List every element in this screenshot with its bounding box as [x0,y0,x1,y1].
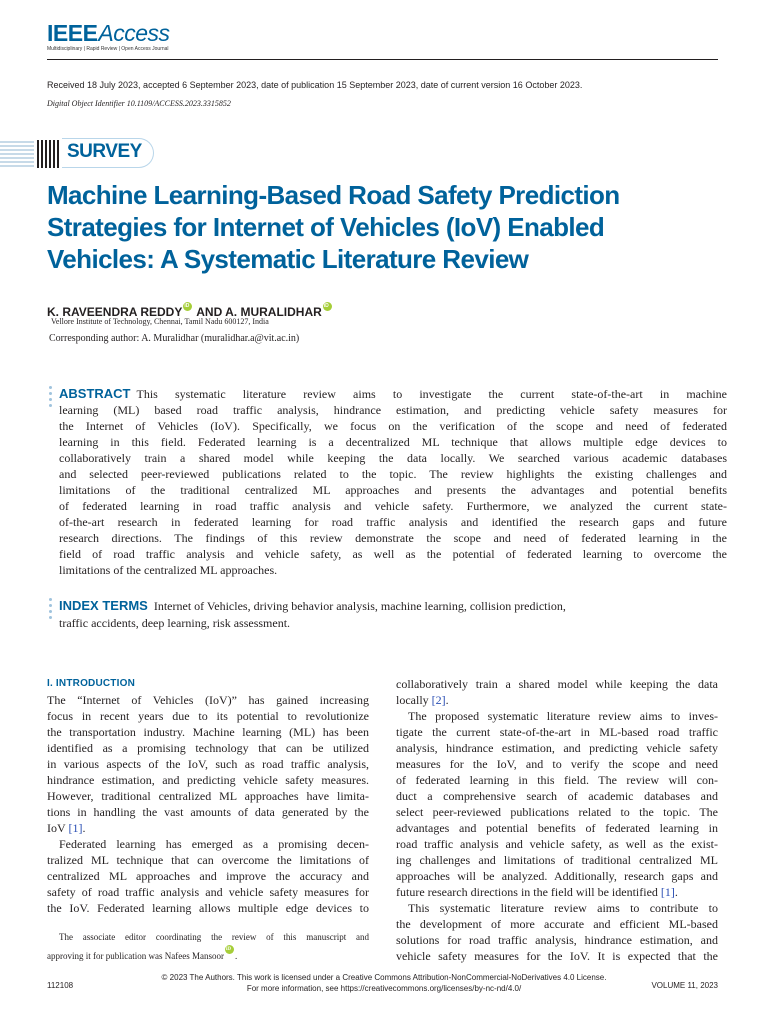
abstract-line: and selected peer-reviewed publications related to the topic. The review highlights the existing challenges and [59,467,727,481]
body-line: collaboratively train a shared model while keeping the data [396,677,718,691]
body-line: solutions for road traffic analysis, hindrance estimation, and [396,933,718,947]
body-line: the transportation industry. Machine learning (ML) has been [47,725,369,739]
journal-logo [47,20,170,47]
body-line: in various aspects of the IoV, such as road traffic analysis, [47,757,369,771]
orcid-icon[interactable] [323,302,332,311]
body-line: This systematic literature review aims to contribute to [408,901,718,915]
volume-label: VOLUME 11, 2023 [651,981,718,990]
body-line: centralized ML approaches and improve the accuracy and [47,869,369,883]
abstract-line: collaboratively train a shared model while keeping the data locally. We searched various academic databases [59,451,727,465]
abstract-line: limitations of the centralized ML approaches. [59,563,278,577]
body-line: ing challenges and limitations of traditional centralized ML [396,853,718,867]
orcid-icon[interactable] [183,302,192,311]
right-column [396,676,718,964]
body-text: future research directions in the field will be identified [396,885,658,899]
title-line: Strategies for Internet of Vehicles (IoV) Enabled [47,212,605,242]
doi-line: Digital Object Identifier 10.1109/ACCESS.2023.3315852 [47,99,231,108]
abstract-line: the Internet of Vehicles (IoV). Specifically, we focus on the verification of the scope and need of federated [59,419,727,433]
body-line: Federated learning has emerged as a promising decen- [59,837,369,851]
index-terms-heading: INDEX TERMS [59,598,148,613]
footnote-text: . [234,951,238,961]
body-line: tralized ML technique that can overcome the limitations of [47,853,369,867]
body-line: The “Internet of Vehicles (IoV)” has gained increasing [47,693,369,707]
body-line: tigate the current state-of-the-art in ML-based road traffic [396,725,718,739]
body-line: focus in recent years due to its potential to revolutionize [47,709,369,723]
title-line: Vehicles: A Systematic Literature Review [47,244,529,274]
body-line: approaches will be analyzed. Additionally, research gaps and [396,869,718,883]
citation-link[interactable]: [1] [68,821,83,835]
abstract-line: limitations of the traditional centralized ML approaches and presents the advantages and potential benefits [59,483,727,497]
body-line: However, traditional centralized ML approaches have limita- [47,789,369,803]
abstract-line: of-the-art research in federated learning for road traffic analysis and identified the research gaps and future [59,515,727,529]
citation-link[interactable]: [2] [431,693,446,707]
body-line [47,820,369,836]
badge-stripes-graphic [0,136,64,172]
section-marker-icon [49,386,53,410]
publication-history: Received 18 July 2023, accepted 6 September 2023, date of publication 15 September 2023, date of current version 16 October 2023. [47,80,583,90]
logo-ieee-text: IEEE [47,20,98,46]
index-terms-line: Internet of Vehicles, driving behavior analysis, machine learning, collision prediction, [153,599,566,613]
license-line: © 2023 The Authors. This work is licensed under a Creative Commons Attribution-NonCommercial-NoDerivatives 4.0 License. [161,973,607,982]
index-terms [59,597,727,632]
header-divider [47,59,718,60]
title-line: Machine Learning-Based Road Safety Prediction [47,180,620,210]
abstract-line: of federated learning in road traffic analysis and vehicle safety. Furthermore, we analyzed the current state- [59,499,727,513]
body-line: The proposed systematic literature review aims to inves- [408,709,718,723]
body-line [396,884,718,900]
orcid-icon[interactable] [225,945,234,954]
body-text: . [445,693,449,707]
abstract-line: field of road traffic analysis and vehicle safety, as well as the potential of federated learning to overcome the [59,547,727,561]
editor-footnote [47,929,369,964]
body-line: identified as a promising technology that can be utilized [47,741,369,755]
section-heading: I. INTRODUCTION [47,678,135,689]
abstract-line: research directions. The findings of this review demonstrate the scope and need of federated learning in the [59,531,727,545]
body-text: locally [396,693,429,707]
body-line: tions in handling the vast amounts of data generated by the [47,805,369,819]
body-line [396,692,718,708]
abstract-line: learning (ML) based road traffic analysis, hindrance estimation, and predicting vehicle safety measures for [59,403,727,417]
footnote-line [47,945,369,964]
license-link[interactable]: For more information, see https://creativecommons.org/licenses/by-nc-nd/4.0/ [246,984,522,993]
body-line: advantages and potential benefits of federated learning in [396,821,718,835]
index-terms-line: traffic accidents, deep learning, risk assessment. [59,616,291,630]
body-line: road traffic analysis and vehicle safety, as well as the exist- [396,837,718,851]
body-line: duct a comprehensive search of academic databases and [396,789,718,803]
journal-tagline: Multidisciplinary | Rapid Review | Open Access Journal [47,46,169,52]
citation-link[interactable]: [1] [660,885,675,899]
section-marker-icon [49,598,53,622]
body-text: . [674,885,678,899]
abstract-line: learning in this field. Federated learning is a decentralized ML technique that allows multiple edge devices to [59,435,727,449]
body-line: of federated learning in this field. The review will con- [396,773,718,787]
body-line: vehicle safety measures for the IoV. It is expected that the [396,949,718,963]
author-name: K. RAVEENDRA REDDY [47,305,183,319]
affiliation: Vellore Institute of Technology, Chennai, Tamil Nadu 600127, India [51,317,269,326]
abstract [59,386,727,578]
article-title [47,179,727,275]
left-column [47,676,369,916]
body-line: hindrance estimation, and predicting vehicle safety measures. [47,773,369,787]
corresponding-author: Corresponding author: A. Muralidhar (muralidhar.a@vit.ac.in) [49,333,300,344]
body-text: IoV [47,821,66,835]
body-line: the IoV. Federated learning allows multiple edge devices to [47,901,369,915]
abstract-heading: ABSTRACT [59,386,131,401]
body-line: the development of more accurate and efficient ML-based [396,917,718,931]
body-line: select peer-reviewed publications related to the topic. The [396,805,718,819]
footnote-line: The associate editor coordinating the review of this manuscript and [59,932,369,942]
abstract-line: This systematic literature review aims to investigate the current state-of-the-art in machine [136,387,727,401]
body-text: . [82,821,86,835]
article-type-label: SURVEY [67,141,142,162]
body-line: analysis, hindrance estimation, and predicting vehicle safety [396,741,718,755]
author-name: AND A. MURALIDHAR [193,305,322,319]
page-number: 112108 [47,981,74,990]
body-line: measures for the IoV, and to verify the scope and need [396,757,718,771]
logo-access-text: Access [98,20,170,46]
footnote-text: approving it for publication was Nafees Mansoor [47,951,224,961]
body-line: safety of road traffic analysis and vehicle safety measures for [47,885,369,899]
